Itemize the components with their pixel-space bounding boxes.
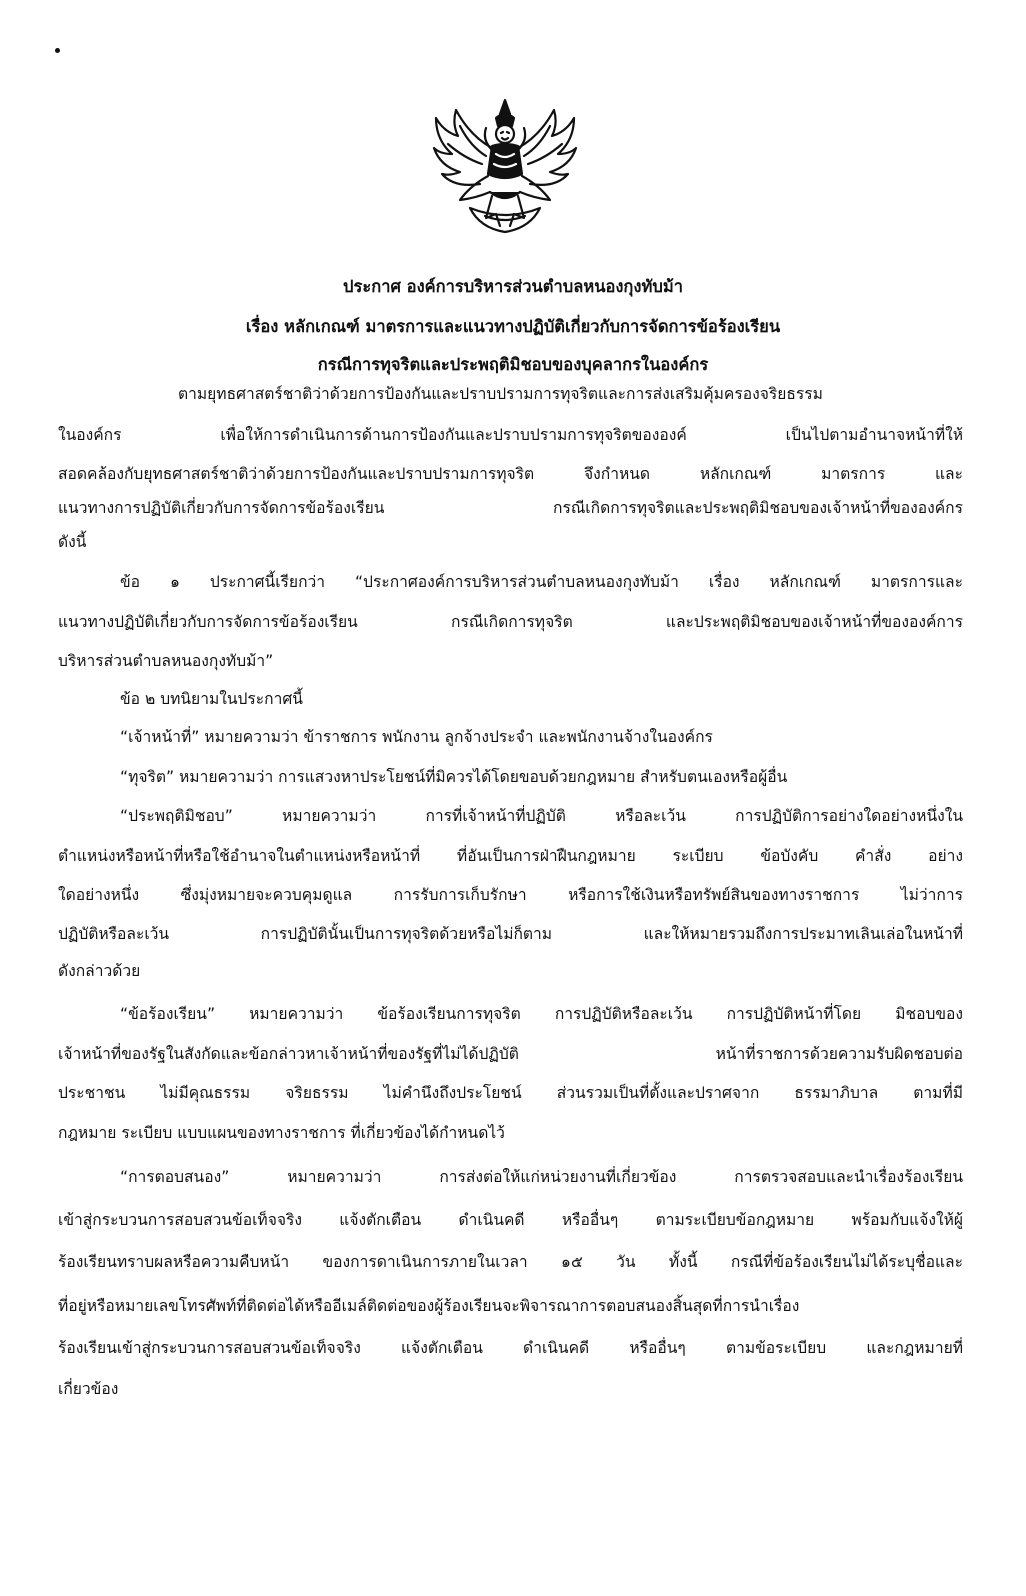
clause-1-line: ข้อ ๑ ประกาศนี้เรียกว่า “ประกาศองค์การบริหารส่วนตำบลหนองกุงทับม้า เรื่อง หลักเกณฑ์ มาตรการและ <box>120 573 963 591</box>
clause-2-line: ข้อ ๒ บทนิยามในประกาศนี้ <box>120 690 303 708</box>
definition-complaint-line: เจ้าหน้าที่ของรัฐในสังกัดและข้อกล่าวหาเจ้าหน้าที่ของรัฐที่ไม่ได้ปฏิบัติ หน้าที่ราชการด้วยความรับผิดชอบต่อ <box>58 1045 963 1063</box>
definition-corruption: “ทุจริต” หมายความว่า การแสวงหาประโยชน์ที่มิควรได้โดยขอบด้วยกฎหมาย สำหรับตนเองหรือผู้อื่น <box>120 768 788 786</box>
definition-response-line: เกี่ยวข้อง <box>58 1380 119 1398</box>
definition-response-line: ร้องเรียนเข้าสู่กระบวนการสอบสวนข้อเท็จจริง แจ้งตักเตือน ดำเนินคดี หรืออื่นๆ ตามข้อระเบียบ และกฎหมายที่ <box>58 1339 963 1357</box>
definition-misconduct-line: ใดอย่างหนึ่ง ซึ่งมุ่งหมายจะควบคุมดูแล การรับการเก็บรักษา หรือการใช้เงินหรือทรัพย์สินของทางราชการ ไม่ว่าการ <box>58 886 963 904</box>
definition-complaint-line: “ข้อร้องเรียน” หมายความว่า ข้อร้องเรียนการทุจริต การปฏิบัติหรือละเว้น การปฏิบัติหน้าที่โดย มิชอบของ <box>120 1005 963 1023</box>
clause-1-line: แนวทางปฏิบัติเกี่ยวกับการจัดการข้อร้องเรียน กรณีเกิดการทุจริต และประพฤติมิชอบของเจ้าหน้าที่ขององค์การ <box>58 613 963 631</box>
garuda-emblem-icon <box>430 96 580 236</box>
preamble-line: แนวทางการปฏิบัติเกี่ยวกับการจัดการข้อร้องเรียน กรณีเกิดการทุจริตและประพฤติมิชอบของเจ้าหน้าที่ขององค์กร <box>58 499 963 517</box>
title-line-1: ประกาศ องค์การบริหารส่วนตำบลหนองกุงทับม้า <box>343 277 683 296</box>
definition-misconduct-line: “ประพฤติมิชอบ” หมายความว่า การที่เจ้าหน้าที่ปฏิบัติ หรือละเว้น การปฏิบัติการอย่างใดอย่างหนึ่งใน <box>120 807 963 825</box>
definition-response-line: ที่อยู่หรือหมายเลขโทรศัพท์ที่ติดต่อได้หรืออีเมล์ติดต่อของผู้ร้องเรียนจะพิจารณาการตอบสนองสิ้นสุดที่การนำเรื่อง <box>58 1297 800 1315</box>
definition-misconduct-line: ดังกล่าวด้วย <box>58 962 141 980</box>
definition-response-line: เข้าสู่กระบวนการสอบสวนข้อเท็จจริง แจ้งตักเตือน ดำเนินคดี หรืออื่นๆ ตามระเบียบข้อกฎหมาย พร้อมกับแจ้งให้ผู้ <box>58 1211 963 1229</box>
clause-1-line: บริหารส่วนตำบลหนองกุงทับม้า” <box>58 652 274 670</box>
title-line-3: กรณีการทุจริตและประพฤติมิชอบของบุคลากรในองค์กร <box>317 355 709 374</box>
definition-misconduct-line: ตำแหน่งหรือหน้าที่หรือใช้อำนาจในตำแหน่งหรือหน้าที่ ที่อันเป็นการฝ่าฝืนกฎหมาย ระเบียบ ข้อบังคับ คำสั่ง อย่าง <box>58 847 963 865</box>
definition-response-line: “การตอบสนอง” หมายความว่า การส่งต่อให้แก่หน่วยงานที่เกี่ยวข้อง การตรวจสอบและนำเรื่องร้องเรียน <box>120 1168 963 1186</box>
preamble-line: ตามยุทธศาสตร์ชาติว่าด้วยการป้องกันและปราบปรามการทุจริตและการส่งเสริมคุ้มครองจริยธรรม <box>178 385 823 403</box>
preamble-line: สอดคล้องกับยุทธศาสตร์ชาติว่าด้วยการป้องกันและปราบปรามการทุจริต จึงกำหนด หลักเกณฑ์ มาตรการ และ <box>58 465 963 483</box>
title-line-2: เรื่อง หลักเกณฑ์ มาตรการและแนวทางปฏิบัติเกี่ยวกับการจัดการข้อร้องเรียน <box>245 317 781 336</box>
preamble-line: ในองค์กร เพื่อให้การดำเนินการด้านการป้องกันและปราบปรามการทุจริตขององค์ เป็นไปตามอำนาจหน้าที่ให้ <box>58 426 963 444</box>
definition-complaint-line: กฎหมาย ระเบียบ แบบแผนของทางราชการ ที่เกี่ยวข้องได้กำหนดไว้ <box>58 1124 505 1142</box>
definition-misconduct-line: ปฏิบัติหรือละเว้น การปฏิบัตินั้นเป็นการทุจริตด้วยหรือไม่ก็ตาม และให้หมายรวมถึงการประมาทเลินเล่อในหน้าที่ <box>58 925 963 943</box>
scan-dot <box>55 48 60 53</box>
definition-officer: “เจ้าหน้าที่” หมายความว่า ข้าราชการ พนักงาน ลูกจ้างประจำ และพนักงานจ้างในองค์กร <box>120 728 713 746</box>
definition-complaint-line: ประชาชน ไม่มีคุณธรรม จริยธรรม ไม่คำนึงถึงประโยชน์ ส่วนรวมเป็นที่ตั้งและปราศจาก ธรรมาภิบาล ตามที่มี <box>58 1084 963 1102</box>
preamble-line: ดังนี้ <box>58 533 87 551</box>
definition-response-line: ร้องเรียนทราบผลหรือความคืบหน้า ของการดาเนินการภายในเวลา ๑๕ วัน ทั้งนี้ กรณีที่ข้อร้องเรียนไม่ได้ระบุชื่อและ <box>58 1253 963 1271</box>
